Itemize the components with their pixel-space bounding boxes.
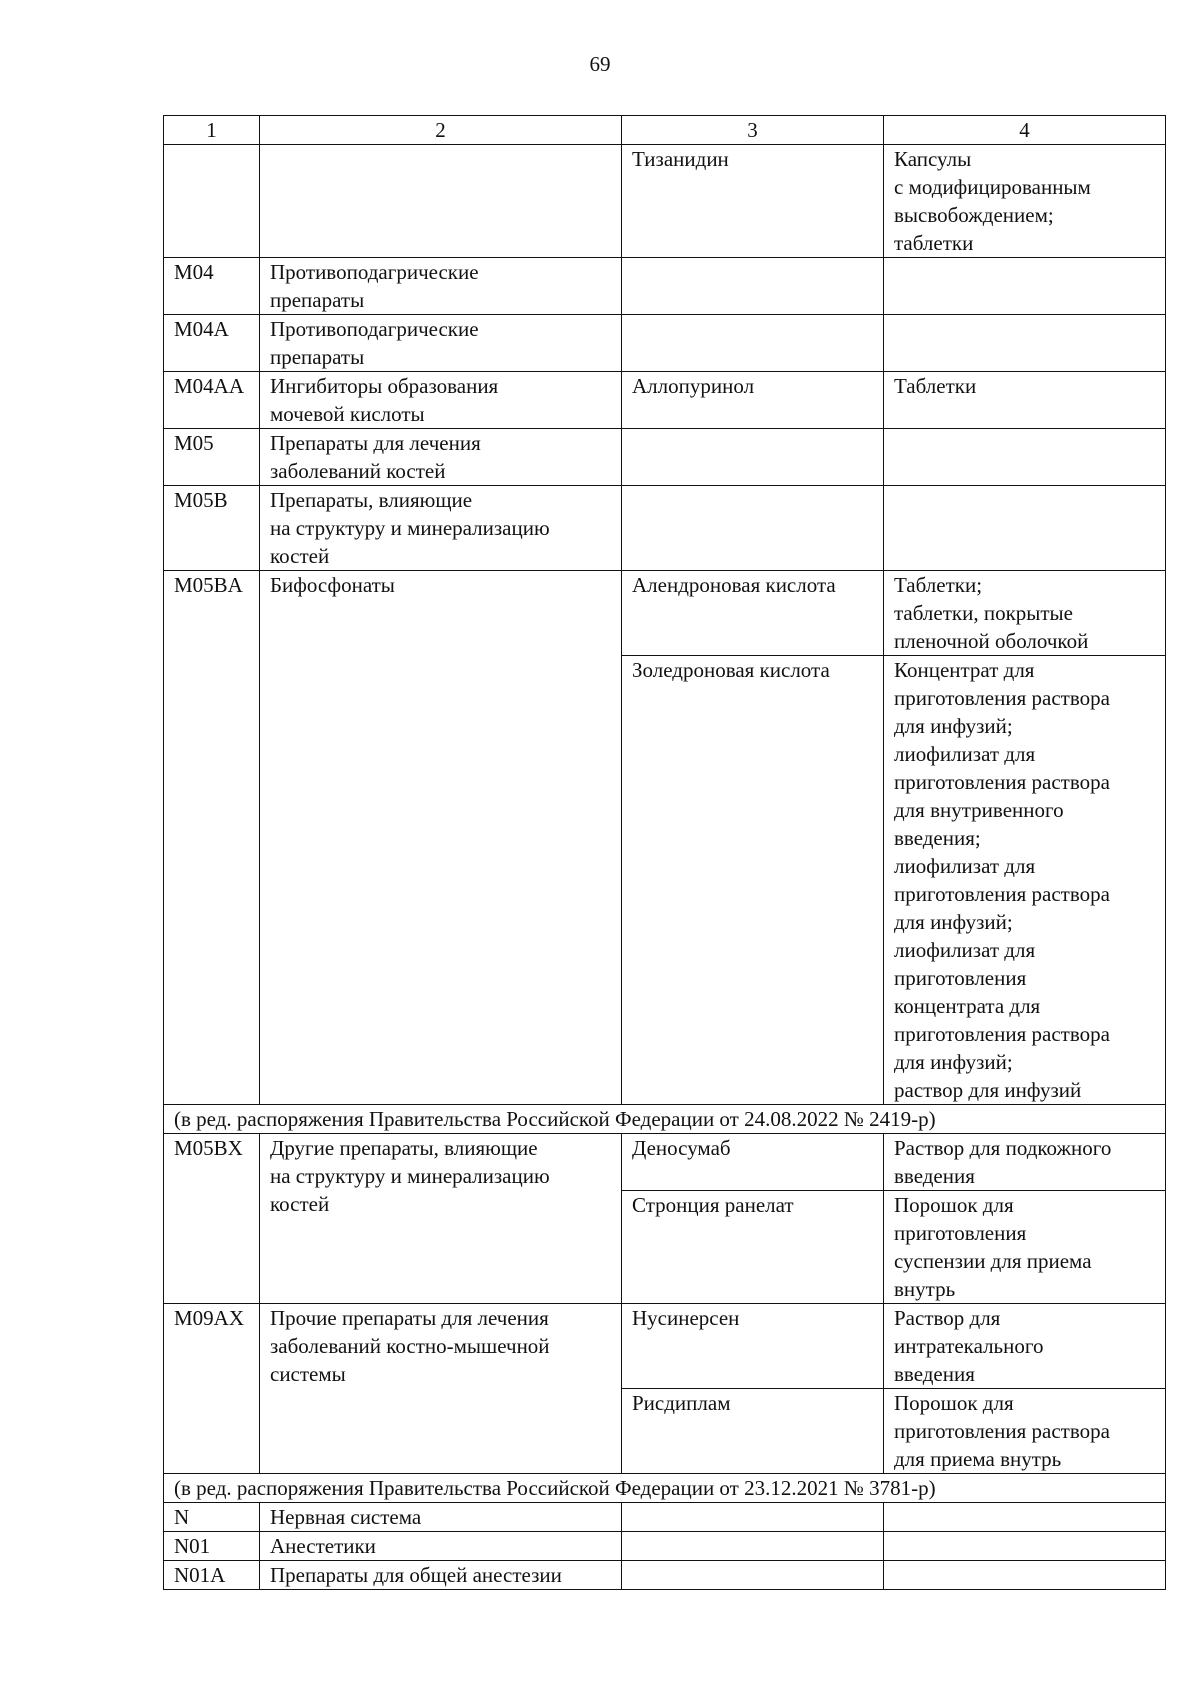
group-name-cell: Бифосфонаты — [260, 571, 622, 1105]
dosage-form-cell — [884, 1532, 1166, 1561]
group-name-cell: Препараты для лечения заболеваний костей — [260, 429, 622, 486]
group-name-cell: Препараты, влияющие на структуру и минерализацию костей — [260, 486, 622, 571]
atc-code-cell: N01A — [164, 1561, 260, 1590]
dosage-form-cell: Капсулы с модифицированным высвобождением; таблетки — [884, 145, 1166, 258]
atc-code-cell: M05BA — [164, 571, 260, 1105]
atc-code-cell: M05BX — [164, 1134, 260, 1304]
drug-name-cell: Стронция ранелат — [622, 1191, 884, 1304]
atc-code-cell: N — [164, 1503, 260, 1532]
drug-name-cell — [622, 486, 884, 571]
drug-name-cell — [622, 429, 884, 486]
group-name-cell: Ингибиторы образования мочевой кислоты — [260, 372, 622, 429]
group-name-cell: Прочие препараты для лечения заболеваний костно-мышечной системы — [260, 1304, 622, 1474]
dosage-form-cell: Концентрат для приготовления раствора для инфузий; лиофилизат для приготовления раствора для внутривенного введения; лиофилизат для приготовления раствора для инфузий; лиофилизат для приготовления концентрата для приготовления раствора для инфузий; раствор для инфузий — [884, 656, 1166, 1105]
atc-code-cell: M04 — [164, 258, 260, 315]
drug-name-cell: Нусинерсен — [622, 1304, 884, 1389]
drug-name-cell: Тизанидин — [622, 145, 884, 258]
table-row — [164, 486, 1166, 571]
header-col-3: 3 — [622, 116, 884, 145]
drug-name-cell — [622, 1503, 884, 1532]
atc-code-cell: M04AA — [164, 372, 260, 429]
dosage-form-cell: Раствор для подкожного введения — [884, 1134, 1166, 1191]
dosage-form-cell — [884, 1503, 1166, 1532]
group-name-cell: Противоподагрические препараты — [260, 258, 622, 315]
drug-name-cell: Деносумаб — [622, 1134, 884, 1191]
amendment-note: (в ред. распоряжения Правительства Российской Федерации от 23.12.2021 № 3781-р) — [164, 1474, 1166, 1503]
amendment-note: (в ред. распоряжения Правительства Российской Федерации от 24.08.2022 № 2419-р) — [164, 1105, 1166, 1134]
dosage-form-cell — [884, 315, 1166, 372]
drug-name-cell: Алендроновая кислота — [622, 571, 884, 656]
table-row — [164, 429, 1166, 486]
drug-name-cell: Рисдиплам — [622, 1389, 884, 1474]
atc-code-cell: M04A — [164, 315, 260, 372]
table-row — [164, 1134, 1166, 1191]
table-row — [164, 315, 1166, 372]
table-row — [164, 1503, 1166, 1532]
drug-name-cell: Аллопуринол — [622, 372, 884, 429]
drug-name-cell: Золедроновая кислота — [622, 656, 884, 1105]
table-row — [164, 258, 1166, 315]
drug-name-cell — [622, 258, 884, 315]
atc-code-cell — [164, 145, 260, 258]
table-row — [164, 1532, 1166, 1561]
table-row — [164, 1561, 1166, 1590]
table-row — [164, 1304, 1166, 1389]
header-col-1: 1 — [164, 116, 260, 145]
amendment-row — [164, 1474, 1166, 1503]
table-row — [164, 372, 1166, 429]
medication-table — [163, 115, 1166, 1590]
atc-code-cell: M05B — [164, 486, 260, 571]
dosage-form-cell — [884, 258, 1166, 315]
group-name-cell: Нервная система — [260, 1503, 622, 1532]
group-name-cell: Противоподагрические препараты — [260, 315, 622, 372]
dosage-form-cell: Порошок для приготовления раствора для приема внутрь — [884, 1389, 1166, 1474]
atc-code-cell: N01 — [164, 1532, 260, 1561]
table-row — [164, 145, 1166, 258]
header-col-4: 4 — [884, 116, 1166, 145]
page-number: 69 — [589, 52, 611, 76]
dosage-form-cell — [884, 486, 1166, 571]
group-name-cell: Другие препараты, влияющие на структуру и минерализацию костей — [260, 1134, 622, 1304]
drug-name-cell — [622, 1561, 884, 1590]
drug-name-cell — [622, 1532, 884, 1561]
dosage-form-cell: Таблетки; таблетки, покрытые пленочной оболочкой — [884, 571, 1166, 656]
dosage-form-cell — [884, 429, 1166, 486]
dosage-form-cell: Раствор для интратекального введения — [884, 1304, 1166, 1389]
header-col-2: 2 — [260, 116, 622, 145]
dosage-form-cell: Порошок для приготовления суспензии для приема внутрь — [884, 1191, 1166, 1304]
amendment-row — [164, 1105, 1166, 1134]
group-name-cell — [260, 145, 622, 258]
table-row — [164, 571, 1166, 656]
group-name-cell: Анестетики — [260, 1532, 622, 1561]
drug-name-cell — [622, 315, 884, 372]
group-name-cell: Препараты для общей анестезии — [260, 1561, 622, 1590]
atc-code-cell: M05 — [164, 429, 260, 486]
atc-code-cell: M09AX — [164, 1304, 260, 1474]
dosage-form-cell: Таблетки — [884, 372, 1166, 429]
table-header-row — [164, 116, 1166, 145]
dosage-form-cell — [884, 1561, 1166, 1590]
